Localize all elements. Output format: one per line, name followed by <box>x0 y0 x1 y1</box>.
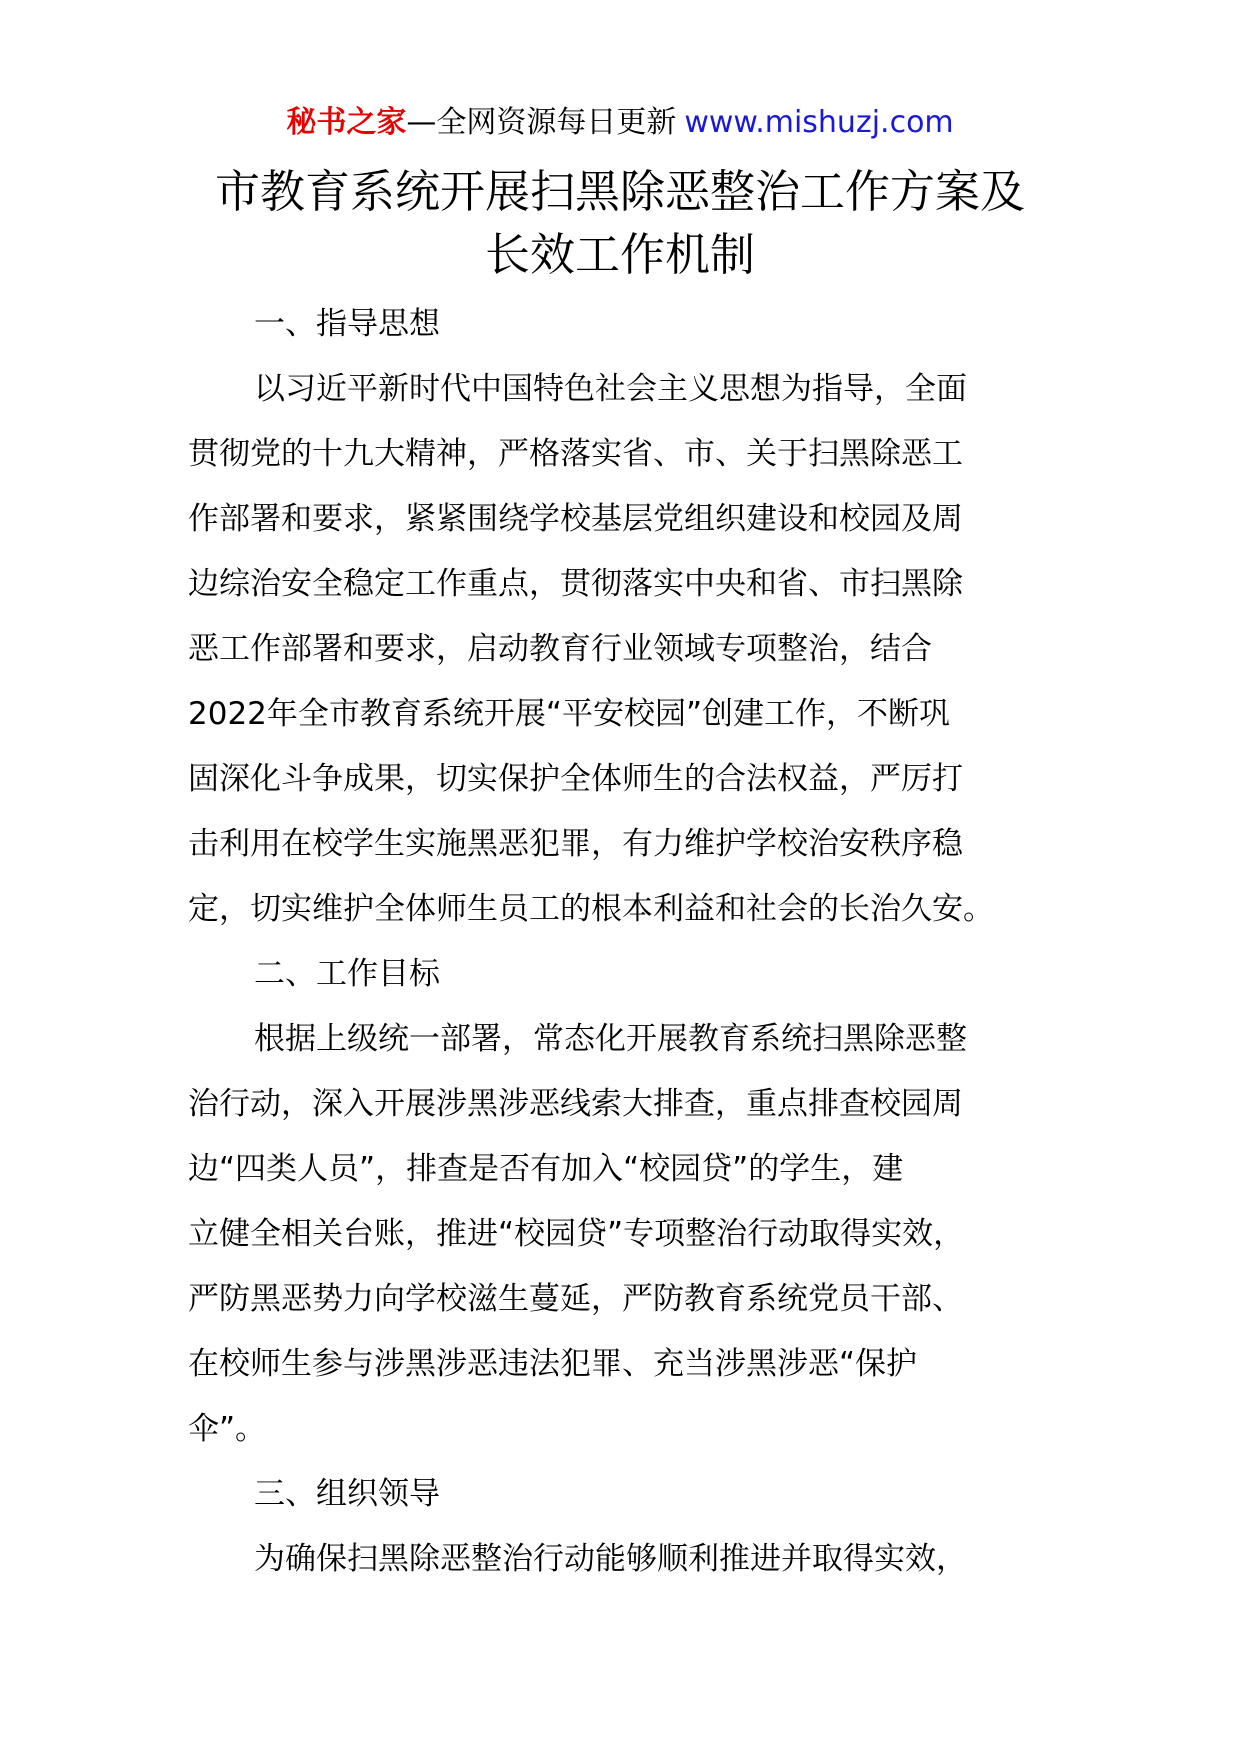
paragraph-line: 为确保扫黑除恶整治行动能够顺利推进并取得实效， <box>254 1541 967 1577</box>
header-slogan: —全网资源每日更新 <box>406 105 677 140</box>
paragraph-line: 严防黑恶势力向学校滋生蔓延，严防教育系统党员干部、 <box>188 1281 963 1317</box>
paragraph-line: 作部署和要求，紧紧围绕学校基层党组织建设和校园及周 <box>188 501 963 537</box>
section-heading: 三、组织领导 <box>254 1476 440 1512</box>
paragraph-line: 以习近平新时代中国特色社会主义思想为指导，全面 <box>254 371 967 407</box>
section-heading: 二、工作目标 <box>254 956 440 992</box>
paragraph-line: 边综治安全稳定工作重点，贯彻落实中央和省、市扫黑除 <box>188 566 963 602</box>
title-line-1: 市教育系统开展扫黑除恶整治工作方案及 <box>214 165 1025 218</box>
site-url-link[interactable]: www.mishuzj.com <box>684 105 954 140</box>
paragraph-line: 定，切实维护全体师生员工的根本利益和社会的长治久安。 <box>188 891 994 927</box>
paragraph-line: 边“四类人员”，排查是否有加入“校园贷”的学生，建 <box>188 1151 904 1187</box>
paragraph-line: 贯彻党的十九大精神，严格落实省、市、关于扫黑除恶工 <box>188 436 963 472</box>
paragraph-line: 在校师生参与涉黑涉恶违法犯罪、充当涉黑涉恶“保护 <box>188 1346 918 1382</box>
paragraph-line: 恶工作部署和要求，启动教育行业领域专项整治，结合 <box>188 631 932 667</box>
section-heading: 一、指导思想 <box>254 306 440 342</box>
title-line-2: 长效工作机制 <box>484 228 755 281</box>
document-title <box>0 160 1240 286</box>
paragraph-line: 2022年全市教育系统开展“平安校园”创建工作，不断巩 <box>188 696 951 732</box>
paragraph-line: 固深化斗争成果，切实保护全体师生的合法权益，严厉打 <box>188 761 963 797</box>
paragraph-line: 根据上级统一部署，常态化开展教育系统扫黑除恶整 <box>254 1021 967 1057</box>
document-body <box>188 292 1068 1592</box>
paragraph-line: 立健全相关台账，推进“校园贷”专项整治行动取得实效， <box>188 1216 965 1252</box>
paragraph-line: 伞”。 <box>188 1411 267 1447</box>
site-header <box>0 100 1240 146</box>
brand-name: 秘书之家 <box>286 105 407 140</box>
paragraph-line: 击利用在校学生实施黑恶犯罪，有力维护学校治安秩序稳 <box>188 826 963 862</box>
paragraph-line: 治行动，深入开展涉黑涉恶线索大排查，重点排查校园周 <box>188 1086 963 1122</box>
